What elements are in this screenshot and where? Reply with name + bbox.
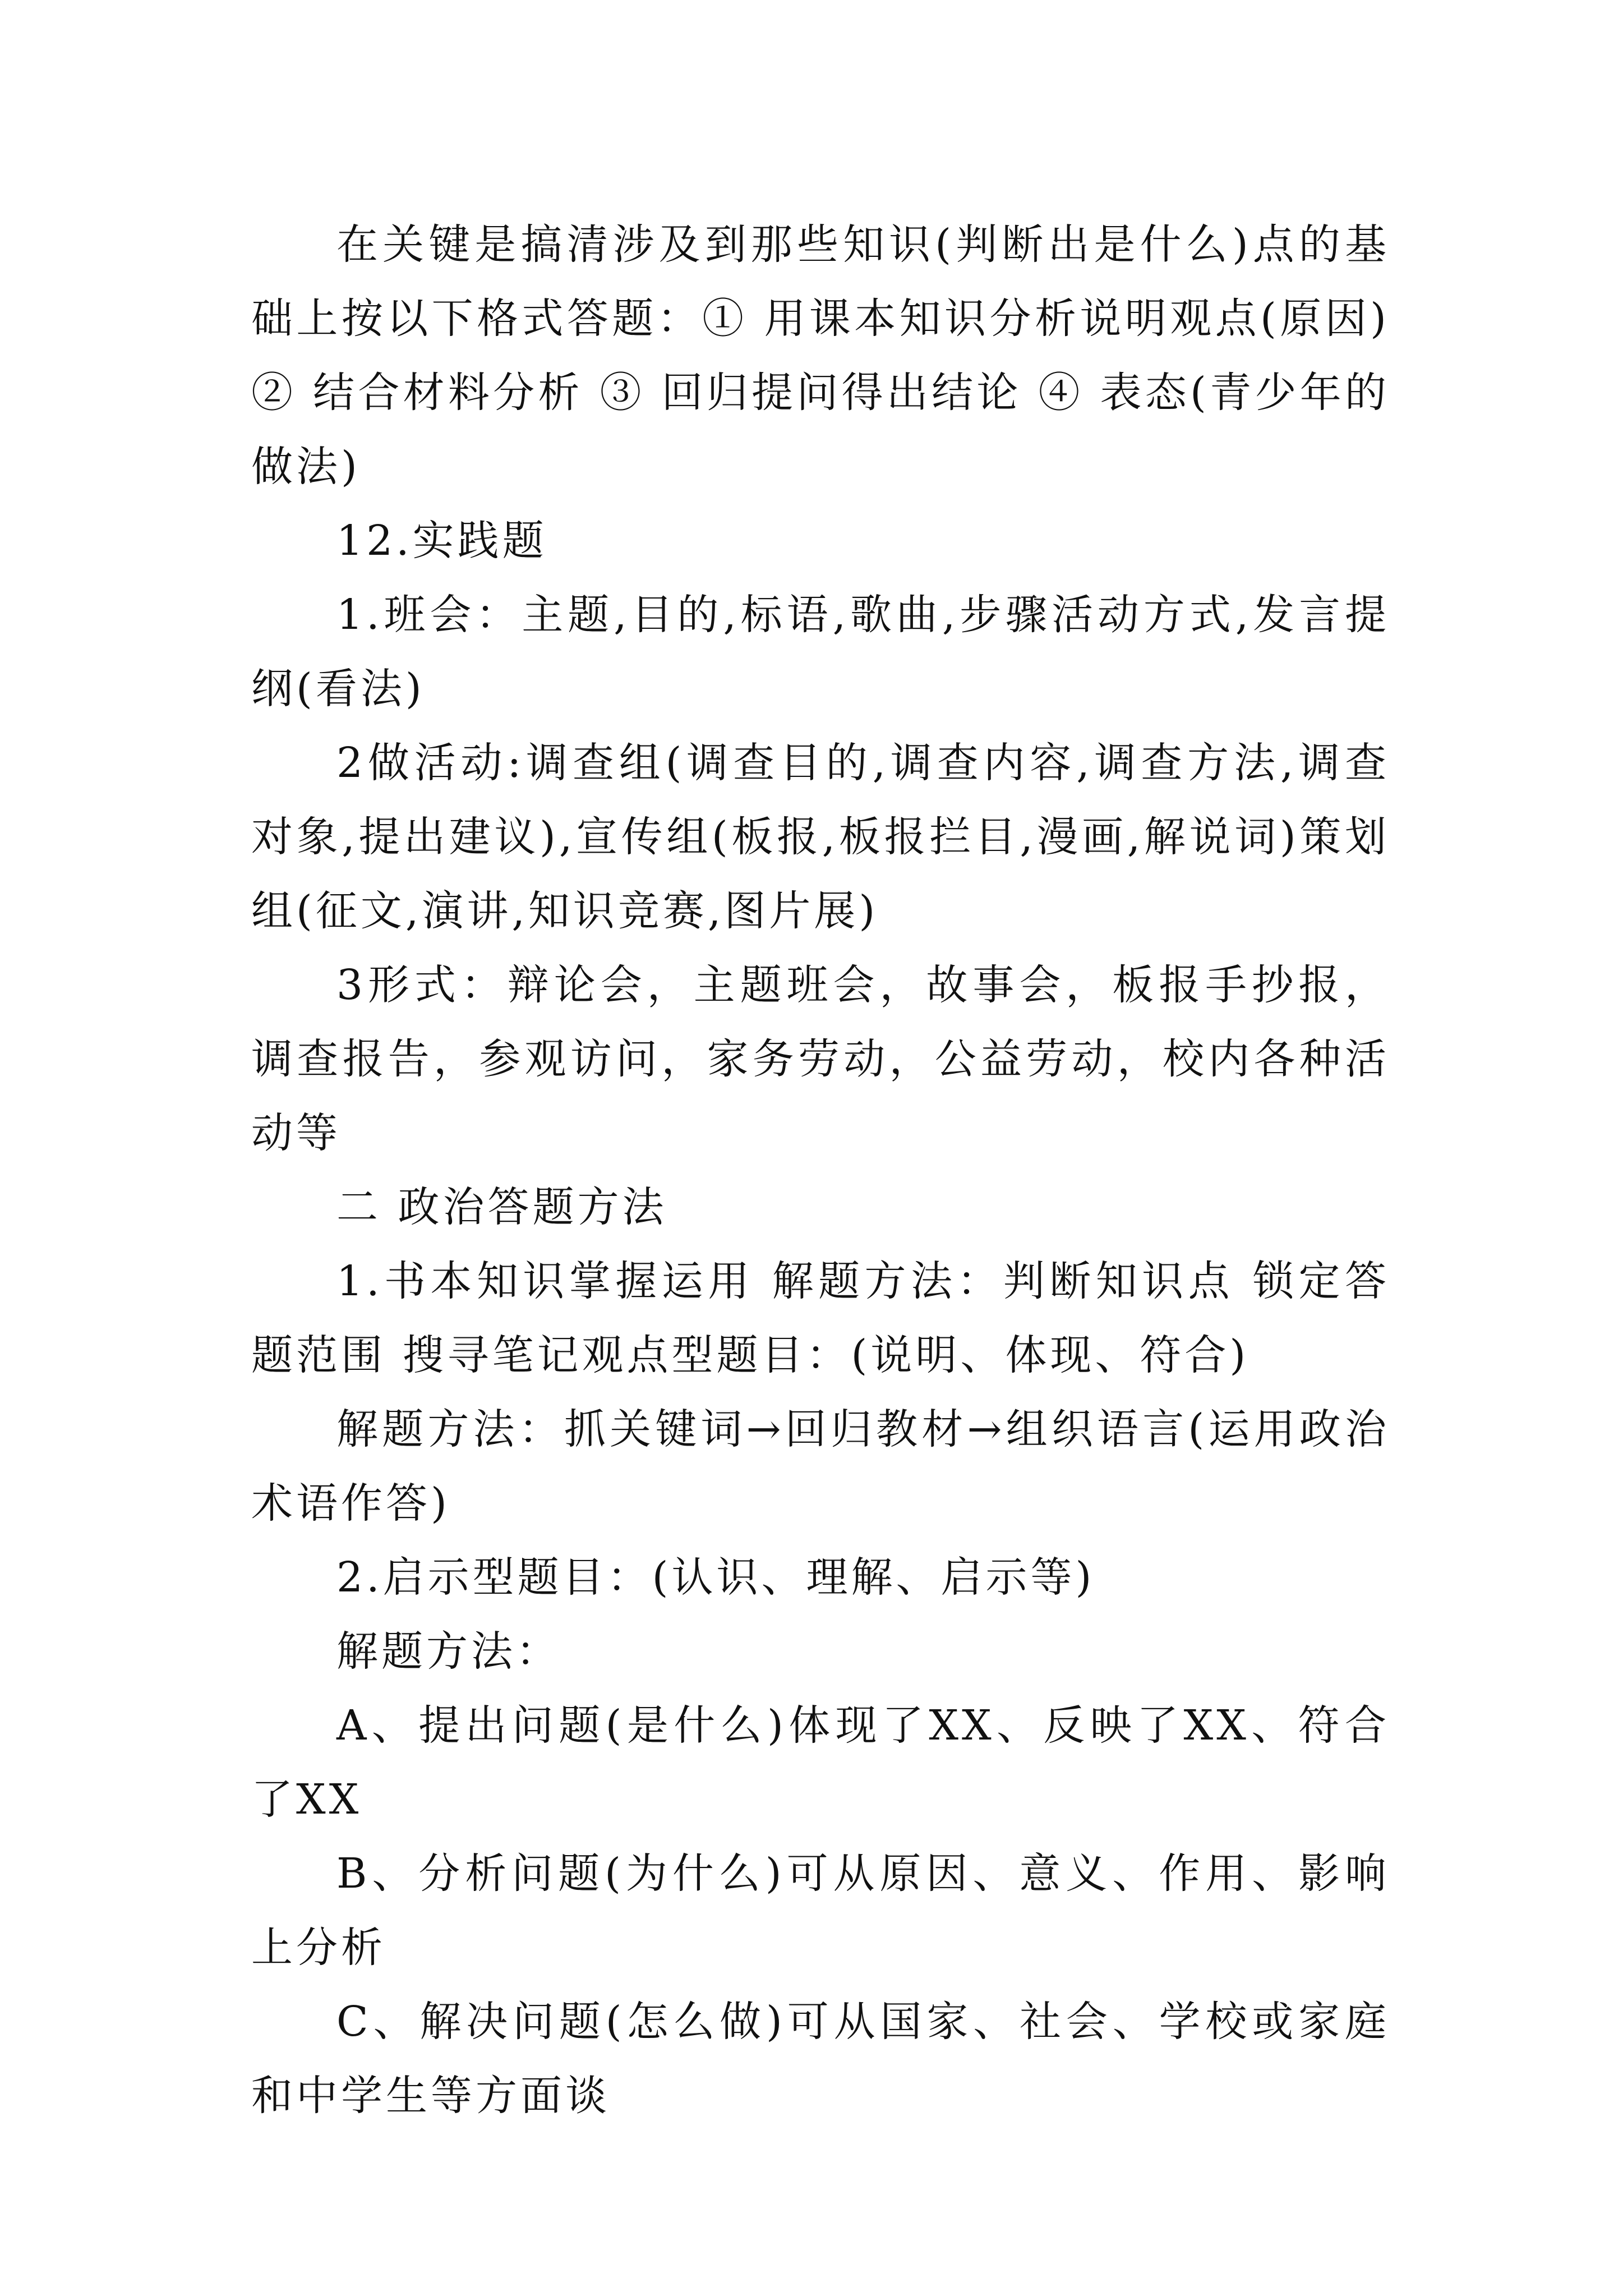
paragraph-solving-method-2: 解题方法：: [336, 1627, 561, 1676]
paragraph-solving-method-1: 解题方法：抓关键词→回归教材→组织语言(运用政治术语作答): [251, 1405, 1390, 1527]
paragraph-forms: 3形式：辩论会，主题班会，故事会，板报手抄报，调查报告，参观访问，家务劳动，公益劳动，校内各种活动等: [251, 961, 1390, 1157]
paragraph-step-b: B、分析问题(为什么)可从原因、意义、作用、影响上分析: [251, 1849, 1390, 1972]
paragraph-activities: 2做活动:调查组(调查目的,调查内容,调查方法,调查对象,提出建议),宣传组(板报,板报拦目,漫画,解说词)策划组(征文,演讲,知识竞赛,图片展): [251, 739, 1390, 935]
paragraph-answer-format: 在关键是搞清涉及到那些知识(判断出是什么)点的基础上按以下格式答题：① 用课本知识分析说明观点(原因) ② 结合材料分析 ③ 回归提问得出结论 ④ 表态(青少年的做法): [251, 220, 1390, 491]
heading-politics-methods: 二 政治答题方法: [336, 1183, 667, 1231]
paragraph-class-meeting: 1.班会：主题,目的,标语,歌曲,步骤活动方式,发言提纲(看法): [251, 591, 1390, 713]
paragraph-step-a: A、提出问题(是什么)体现了XX、反映了XX、符合了XX: [251, 1701, 1390, 1824]
document-body: [251, 208, 1390, 2133]
paragraph-book-knowledge: 1.书本知识掌握运用 解题方法：判断知识点 锁定答题范围 搜寻笔记观点型题目：(说明、体现、符合): [251, 1257, 1390, 1379]
paragraph-inspiration-questions: 2.启示型题目：(认识、理解、启示等): [336, 1553, 1095, 1602]
heading-practice-questions: 12.实践题: [336, 517, 547, 565]
paragraph-step-c: C、解决问题(怎么做)可从国家、社会、学校或家庭和中学生等方面谈: [251, 1998, 1390, 2120]
